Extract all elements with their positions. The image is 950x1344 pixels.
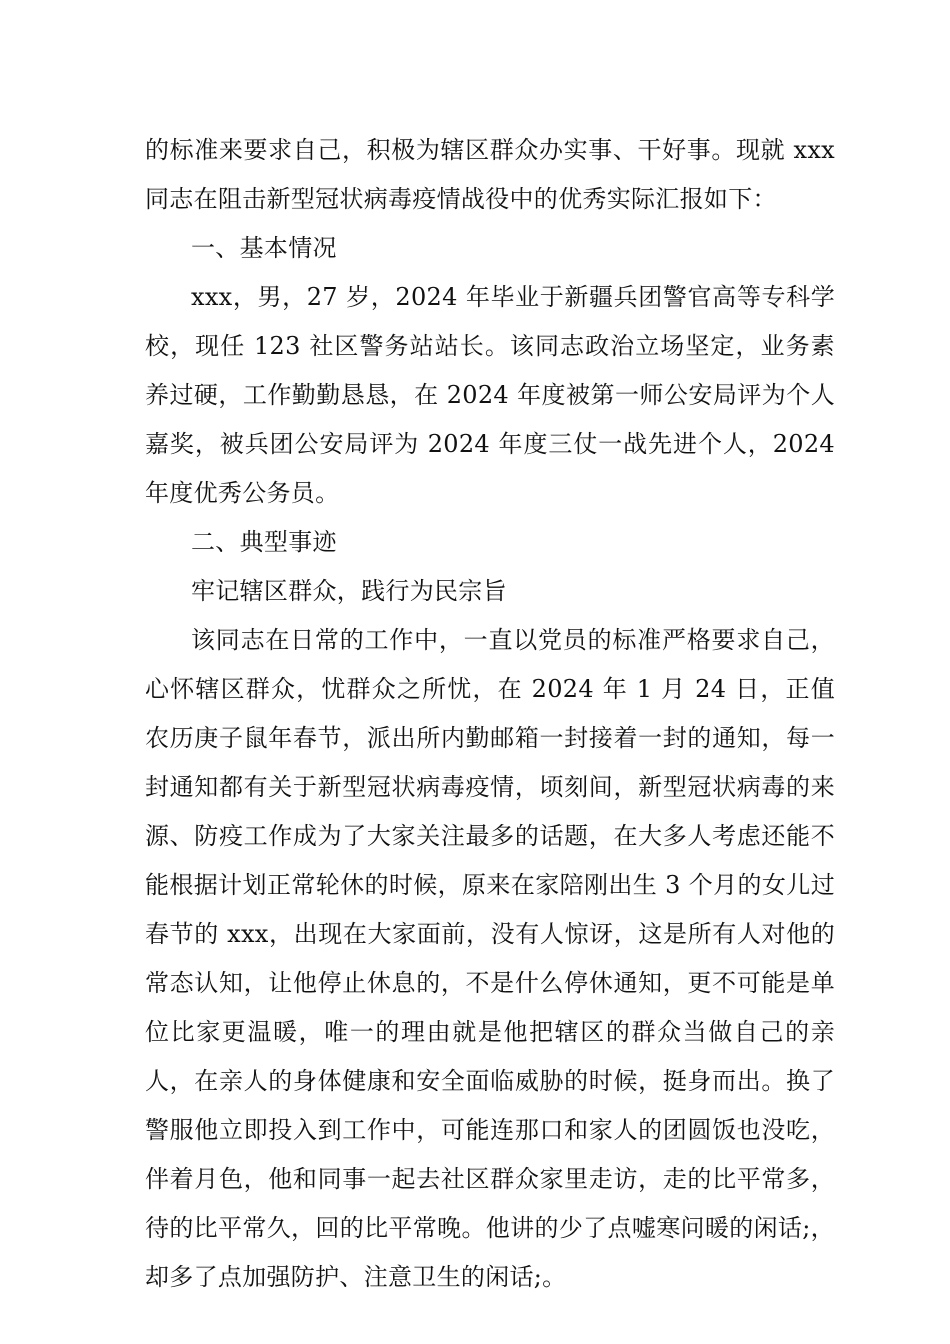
paragraph-deeds: 该同志在日常的工作中，一直以党员的标准严格要求自己，心怀辖区群众，忧群众之所忧，在 2024 年 1 月 24 日，正值农历庚子鼠年春节，派出所内勤邮箱一封接着一封的通知，每一封通知都有关于新型冠状病毒疫情，顷刻间，新型冠状病毒的来源、防疫工作成为了大家关注最多的话题，在大多人考虑还能不能根据计划正常轮休的时候，原来在家陪刚出生 3 个月的女儿过春节的 xxx，出现在大家面前，没有人惊讶，这是所有人对他的常态认知，让他停止休息的，不是什么停休通知，更不可能是单位比家更温暖，唯一的理由就是他把辖区的群众当做自己的亲人，在亲人的身体健康和安全面临威胁的时候，挺身而出。换了警服他立即投入到工作中，可能连那口和家人的团圆饭也没吃，伴着月色，他和同事一起去社区群众家里走访，走的比平常多，待的比平常久，回的比平常晚。他讲的少了点嘘寒问暖的闲话;，却多了点加强防护、注意卫生的闲话;。	[145, 626, 835, 1291]
subheading-serve-people: 牢记辖区群众，践行为民宗旨	[191, 577, 507, 605]
section-heading-deeds: 二、典型事迹	[191, 528, 337, 556]
section-heading-basic-info: 一、基本情况	[191, 234, 337, 262]
document-body	[145, 126, 835, 1302]
paragraph-intro: 的标准来要求自己，积极为辖区群众办实事、干好事。现就 xxx 同志在阻击新型冠状病毒疫情战役中的优秀实际汇报如下：	[145, 136, 835, 213]
paragraph-basic-info: xxx，男，27 岁，2024 年毕业于新疆兵团警官高等专科学校，现任 123 社区警务站站长。该同志政治立场坚定，业务素养过硬，工作勤勤恳恳，在 2024 年度被第一师公安局评为个人嘉奖，被兵团公安局评为 2024 年度三仗一战先进个人，2024 年度优秀公务员。	[145, 283, 835, 507]
